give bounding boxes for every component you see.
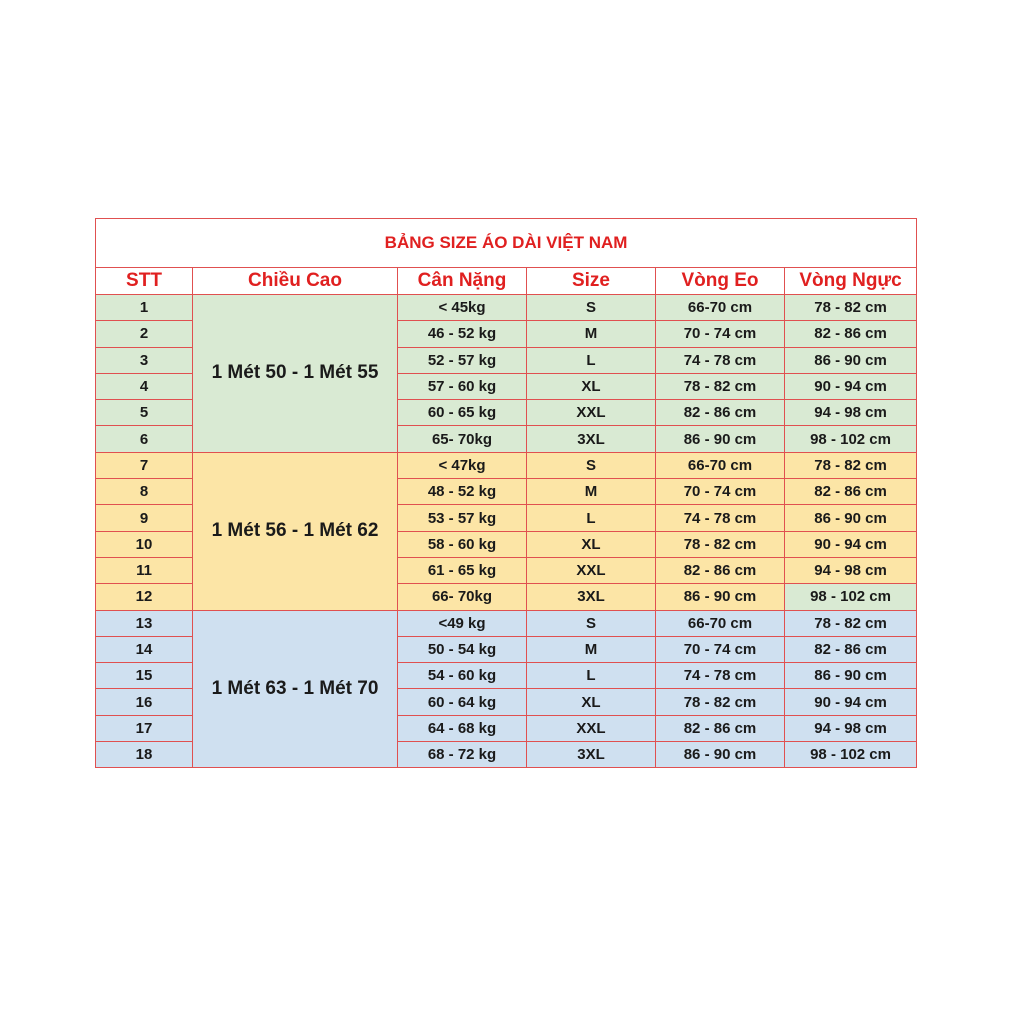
size-cell: XXL — [527, 400, 656, 426]
weight-cell: 52 - 57 kg — [398, 347, 527, 373]
header-chest: Vòng Ngực — [785, 268, 917, 295]
table-title: BẢNG SIZE ÁO DÀI VIỆT NAM — [96, 219, 917, 268]
stt-cell: 13 — [96, 610, 193, 636]
stt-cell: 5 — [96, 400, 193, 426]
size-cell: S — [527, 610, 656, 636]
stt-cell: 2 — [96, 321, 193, 347]
stt-cell: 17 — [96, 715, 193, 741]
stt-cell: 8 — [96, 479, 193, 505]
size-cell: XL — [527, 373, 656, 399]
waist-cell: 74 - 78 cm — [656, 663, 785, 689]
waist-cell: 86 - 90 cm — [656, 742, 785, 768]
size-cell: L — [527, 505, 656, 531]
chest-cell: 78 - 82 cm — [785, 452, 917, 478]
size-cell: 3XL — [527, 426, 656, 452]
chest-cell: 86 - 90 cm — [785, 505, 917, 531]
weight-cell: 68 - 72 kg — [398, 742, 527, 768]
table-row — [96, 452, 917, 478]
weight-cell: 60 - 64 kg — [398, 689, 527, 715]
waist-cell: 70 - 74 cm — [656, 479, 785, 505]
chest-cell: 90 - 94 cm — [785, 689, 917, 715]
weight-cell: 66- 70kg — [398, 584, 527, 610]
chest-cell: 98 - 102 cm — [785, 426, 917, 452]
waist-cell: 74 - 78 cm — [656, 347, 785, 373]
size-cell: XL — [527, 531, 656, 557]
size-cell: 3XL — [527, 742, 656, 768]
waist-cell: 74 - 78 cm — [656, 505, 785, 531]
waist-cell: 70 - 74 cm — [656, 636, 785, 662]
chest-cell: 90 - 94 cm — [785, 531, 917, 557]
chest-cell: 78 - 82 cm — [785, 610, 917, 636]
size-table — [95, 218, 917, 768]
weight-cell: 46 - 52 kg — [398, 321, 527, 347]
size-cell: XXL — [527, 715, 656, 741]
weight-cell: < 47kg — [398, 452, 527, 478]
size-cell: XL — [527, 689, 656, 715]
stt-cell: 3 — [96, 347, 193, 373]
height-range-cell: 1 Mét 50 - 1 Mét 55 — [193, 295, 398, 453]
stt-cell: 10 — [96, 531, 193, 557]
size-cell: M — [527, 321, 656, 347]
waist-cell: 70 - 74 cm — [656, 321, 785, 347]
weight-cell: 65- 70kg — [398, 426, 527, 452]
weight-cell: 50 - 54 kg — [398, 636, 527, 662]
weight-cell: 57 - 60 kg — [398, 373, 527, 399]
weight-cell: 60 - 65 kg — [398, 400, 527, 426]
chest-cell: 90 - 94 cm — [785, 373, 917, 399]
header-size: Size — [527, 268, 656, 295]
size-cell: L — [527, 663, 656, 689]
size-cell: XXL — [527, 557, 656, 583]
waist-cell: 78 - 82 cm — [656, 689, 785, 715]
stt-cell: 9 — [96, 505, 193, 531]
stt-cell: 1 — [96, 295, 193, 321]
chest-cell: 86 - 90 cm — [785, 347, 917, 373]
chest-cell: 86 - 90 cm — [785, 663, 917, 689]
stt-cell: 15 — [96, 663, 193, 689]
stt-cell: 11 — [96, 557, 193, 583]
size-cell: 3XL — [527, 584, 656, 610]
chest-cell: 82 - 86 cm — [785, 479, 917, 505]
waist-cell: 78 - 82 cm — [656, 373, 785, 399]
stt-cell: 12 — [96, 584, 193, 610]
chest-cell: 82 - 86 cm — [785, 321, 917, 347]
waist-cell: 66-70 cm — [656, 452, 785, 478]
chest-cell: 94 - 98 cm — [785, 715, 917, 741]
header-stt: STT — [96, 268, 193, 295]
waist-cell: 86 - 90 cm — [656, 426, 785, 452]
weight-cell: < 45kg — [398, 295, 527, 321]
chest-cell: 98 - 102 cm — [785, 584, 917, 610]
height-range-cell: 1 Mét 63 - 1 Mét 70 — [193, 610, 398, 768]
waist-cell: 82 - 86 cm — [656, 557, 785, 583]
weight-cell: 58 - 60 kg — [398, 531, 527, 557]
size-cell: M — [527, 479, 656, 505]
size-cell: L — [527, 347, 656, 373]
weight-cell: 54 - 60 kg — [398, 663, 527, 689]
size-chart — [95, 218, 916, 782]
stt-cell: 14 — [96, 636, 193, 662]
waist-cell: 82 - 86 cm — [656, 715, 785, 741]
header-waist: Vòng Eo — [656, 268, 785, 295]
waist-cell: 78 - 82 cm — [656, 531, 785, 557]
stt-cell: 16 — [96, 689, 193, 715]
height-range-cell: 1 Mét 56 - 1 Mét 62 — [193, 452, 398, 610]
table-row — [96, 610, 917, 636]
waist-cell: 82 - 86 cm — [656, 400, 785, 426]
weight-cell: 53 - 57 kg — [398, 505, 527, 531]
header-height: Chiều Cao — [193, 268, 398, 295]
size-cell: S — [527, 295, 656, 321]
chest-cell: 94 - 98 cm — [785, 557, 917, 583]
weight-cell: <49 kg — [398, 610, 527, 636]
header-row — [96, 268, 917, 295]
chest-cell: 82 - 86 cm — [785, 636, 917, 662]
header-weight: Cân Nặng — [398, 268, 527, 295]
waist-cell: 66-70 cm — [656, 295, 785, 321]
chest-cell: 98 - 102 cm — [785, 742, 917, 768]
table-row — [96, 295, 917, 321]
weight-cell: 64 - 68 kg — [398, 715, 527, 741]
chest-cell: 94 - 98 cm — [785, 400, 917, 426]
size-cell: M — [527, 636, 656, 662]
weight-cell: 61 - 65 kg — [398, 557, 527, 583]
waist-cell: 66-70 cm — [656, 610, 785, 636]
waist-cell: 86 - 90 cm — [656, 584, 785, 610]
stt-cell: 6 — [96, 426, 193, 452]
weight-cell: 48 - 52 kg — [398, 479, 527, 505]
stt-cell: 7 — [96, 452, 193, 478]
stt-cell: 18 — [96, 742, 193, 768]
chest-cell: 78 - 82 cm — [785, 295, 917, 321]
size-cell: S — [527, 452, 656, 478]
stt-cell: 4 — [96, 373, 193, 399]
